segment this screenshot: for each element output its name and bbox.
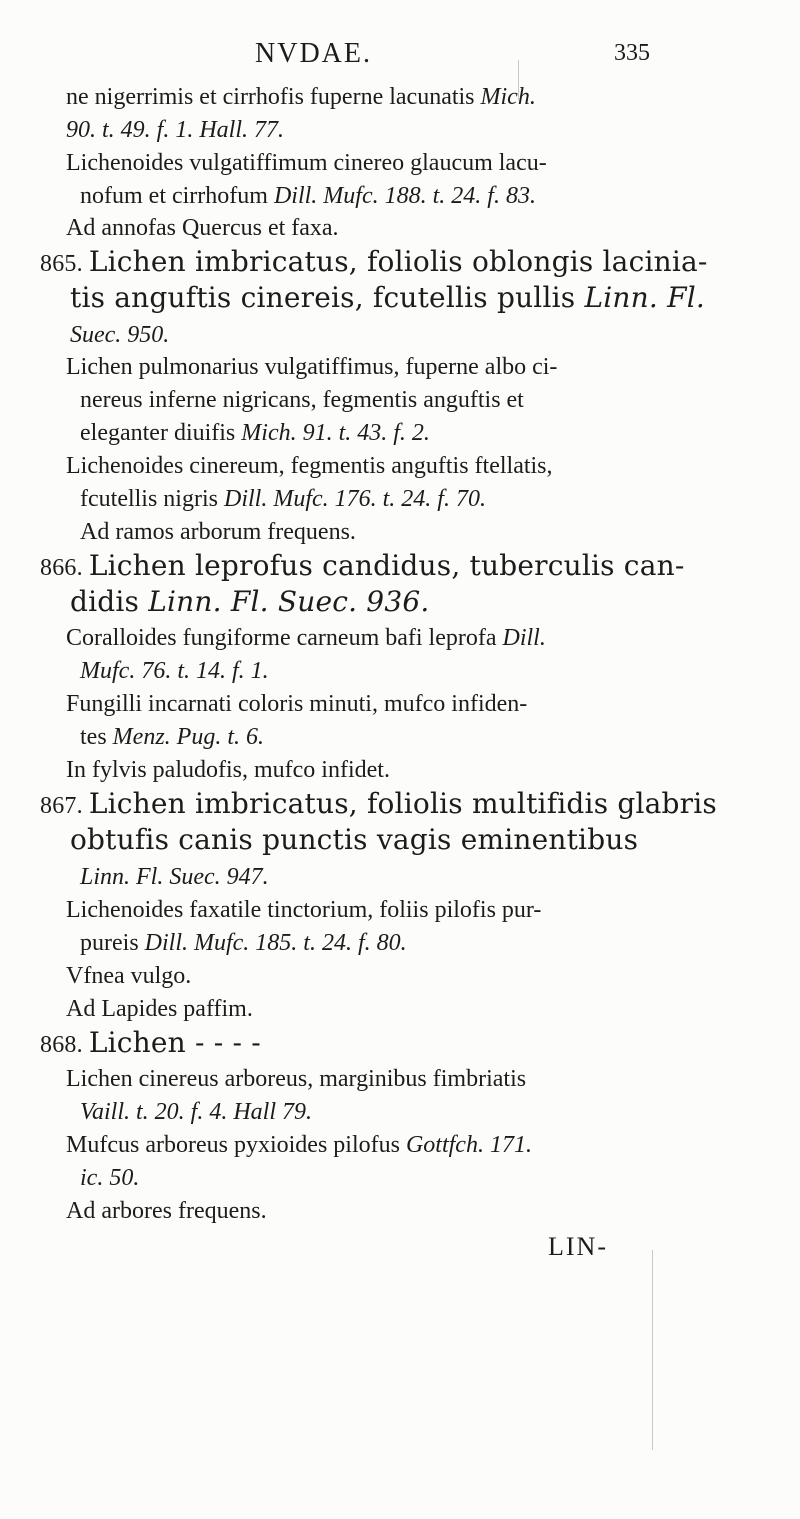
- text-line: [80, 1163, 139, 1193]
- line-text: Lichen cinereus arboreus, marginibus fimbriatis: [66, 1066, 527, 1092]
- entry-heading-line: [40, 1028, 261, 1060]
- text-line: [80, 418, 430, 448]
- line-text: Lichen imbricatus, foliolis multifidis glabris: [88, 787, 717, 820]
- citation-text: Dill. Mufc. 188. t. 24. f. 83.: [273, 183, 536, 209]
- line-text: Lichenoides vulgatiffimum cinereo glaucum lacu-: [66, 150, 547, 176]
- citation-text: Gottfch. 171.: [405, 1132, 532, 1158]
- page-number: 335: [614, 40, 650, 66]
- scan-artifact: [518, 60, 519, 100]
- running-head: NVDAE.: [255, 38, 372, 69]
- text-line: [80, 862, 269, 892]
- text-line: [66, 961, 191, 991]
- citation-text: Linn. Fl. Suec. 947.: [80, 864, 269, 890]
- text-line: [66, 1130, 532, 1160]
- text-line: [66, 115, 284, 145]
- catchword: LIN-: [548, 1232, 608, 1261]
- text-line: [66, 82, 536, 112]
- line-text: eleganter diuifis: [80, 420, 242, 446]
- line-text: Lichenoides faxatile tinctorium, foliis pilofis pur-: [66, 897, 542, 923]
- citation-text: Dill. Mufc. 185. t. 24. f. 80.: [144, 930, 407, 956]
- entry-number: 865.: [40, 251, 83, 277]
- line-text: Lichen leprofus candidus, tuberculis can-: [88, 549, 685, 582]
- citation-text: 90. t. 49. f. 1. Hall. 77.: [66, 117, 285, 143]
- line-text: Lichen imbricatus, foliolis oblongis lacinia-: [88, 245, 708, 278]
- line-text: obtufis canis punctis vagis eminentibus: [70, 823, 639, 856]
- text-line: [66, 1064, 526, 1094]
- citation-text: Mufc. 76. t. 14. f. 1.: [80, 658, 269, 684]
- text-line: [80, 656, 269, 686]
- line-text: Ad arbores frequens.: [66, 1198, 267, 1224]
- citation-text: Mich. 91. t. 43. f. 2.: [241, 420, 430, 446]
- line-text: nereus inferne nigricans, fegmentis anguftis et: [80, 387, 524, 413]
- entry-heading-line: [40, 551, 684, 583]
- line-text: Lichen - - - -: [88, 1026, 261, 1059]
- line-text: Ad Lapides paffim.: [66, 996, 253, 1022]
- citation-text: Linn. Fl.: [584, 281, 705, 314]
- citation-text: Menz. Pug. t. 6.: [112, 724, 264, 750]
- citation-text: Mich.: [480, 84, 536, 110]
- text-line: [80, 1097, 312, 1127]
- text-line: [80, 181, 536, 211]
- citation-text: Vaill. t. 20. f. 4. Hall 79.: [80, 1099, 313, 1125]
- scan-artifact: [652, 1250, 653, 1450]
- text-line: [70, 825, 638, 855]
- text-line: [70, 320, 169, 350]
- text-line: [66, 352, 557, 382]
- line-text: Mufcus arboreus pyxioides pilofus: [66, 1132, 406, 1158]
- text-line: [80, 722, 264, 752]
- entry-heading-line: [40, 789, 717, 821]
- line-text: tes: [80, 724, 113, 750]
- line-text: Ad annofas Quercus et faxa.: [66, 215, 339, 241]
- line-text: In fylvis paludofis, mufco infidet.: [66, 757, 390, 783]
- text-line: [66, 1196, 267, 1226]
- entry-number: 868.: [40, 1032, 83, 1058]
- citation-text: Dill.: [502, 625, 546, 651]
- entry-number: 866.: [40, 555, 83, 581]
- text-line: [66, 213, 339, 243]
- line-text: Vfnea vulgo.: [66, 963, 192, 989]
- text-line: [66, 994, 253, 1024]
- citation-text: Linn. Fl. Suec. 936.: [148, 585, 430, 618]
- citation-text: Suec. 950.: [70, 322, 170, 348]
- line-text: ne nigerrimis et cirrhofis fuperne lacunatis: [66, 84, 481, 110]
- text-line: [66, 689, 527, 719]
- citation-text: ic. 50.: [80, 1165, 140, 1191]
- line-text: Lichen pulmonarius vulgatiffimus, fuperne albo ci-: [66, 354, 558, 380]
- line-text: tis anguftis cinereis, fcutellis pullis: [70, 281, 585, 314]
- text-line: [66, 895, 541, 925]
- text-line: [66, 148, 547, 178]
- text-line: [70, 587, 429, 617]
- line-text: Fungilli incarnati coloris minuti, mufco infiden-: [66, 691, 528, 717]
- text-line: [80, 385, 524, 415]
- text-line: [80, 928, 407, 958]
- line-text: pureis: [80, 930, 145, 956]
- line-text: fcutellis nigris: [80, 486, 224, 512]
- entry-heading-line: [40, 247, 708, 279]
- text-line: [66, 755, 390, 785]
- text-line: [80, 484, 486, 514]
- entry-number: 867.: [40, 793, 83, 819]
- text-line: [66, 451, 553, 481]
- line-text: Lichenoides cinereum, fegmentis anguftis ftellatis,: [66, 453, 553, 479]
- text-line: [80, 517, 356, 547]
- citation-text: Dill. Mufc. 176. t. 24. f. 70.: [223, 486, 486, 512]
- line-text: Ad ramos arborum frequens.: [80, 519, 356, 545]
- text-line: [66, 623, 546, 653]
- line-text: didis: [70, 585, 149, 618]
- line-text: Coralloides fungiforme carneum bafi leprofa: [66, 625, 503, 651]
- text-line: [70, 283, 705, 313]
- line-text: nofum et cirrhofum: [80, 183, 274, 209]
